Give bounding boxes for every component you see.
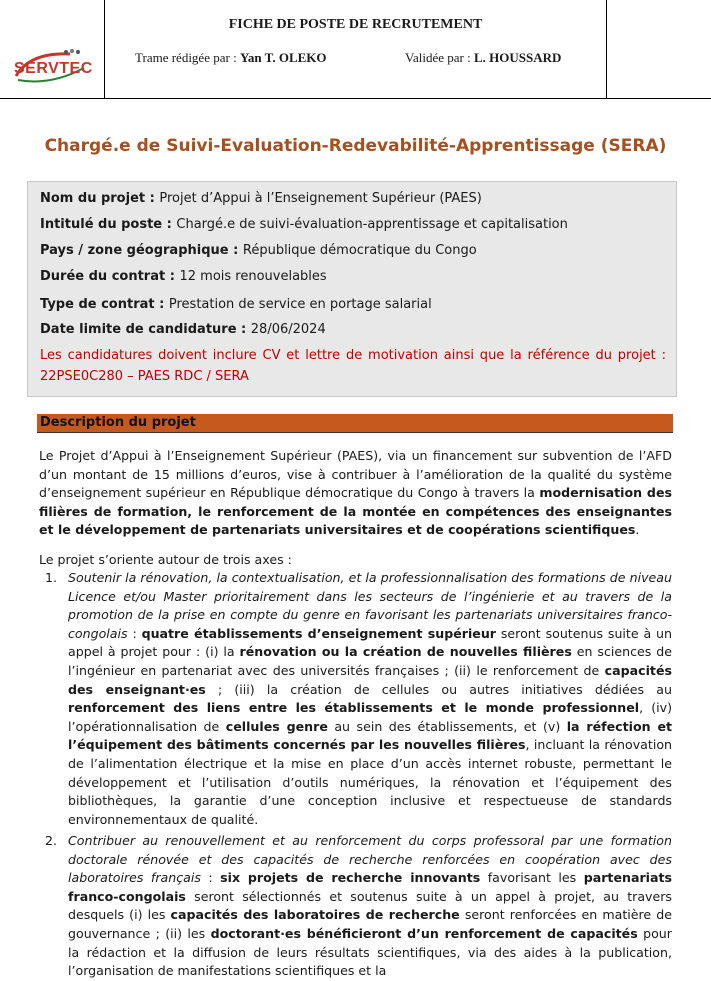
validator-name: L. HOUSSARD	[473, 50, 562, 65]
project-description: Le Projet d’Appui à l’Enseignement Supérieur (PAES), via un financement sur subvention de l’AFD d’un montant de 15 millions d’euros, vise à contribuer à l’amélioration de la qualité du système d’enseignement supérieur en République démocratique du Congo à travers la modernisation des filières de formation, le renforcement de la montée en compétences des enseignantes et le développement de partenariats universitaires et de coopérations scientifiques.	[39, 448, 672, 538]
info-project-name: Nom du projet : Projet d’Appui à l’Enseignement Supérieur (PAES)	[40, 191, 482, 206]
project-reference: 22PSE0C280 – PAES RDC / SERA	[40, 369, 249, 384]
axis-1-text: Soutenir la rénovation, la contextualisation, et la professionnalisation des formations de niveau Licence et/ou Master prioritairement dans les secteurs de l’ingénierie et au travers de la promotion de la prise en compte du genre en favorisant les partenariats universitaires franco-congolais : quatre établissements d’enseignement supérieur seront soutenus suite à un appel à projet pour : (i) la rénovation ou la création de nouvelles filières en sciences de l’ingénieur en partenariat avec des universités françaises ; (ii) le renforcement de capacités des enseignant·es ; (iii) la création de cellules ou autres initiatives dédiées au renforcement des liens entre les établissements et le monde professionnel, (iv) l’opérationnalisation de cellules genre au sein des établissements, et (v) la réfection et l’équipement des bâtiments concernés par les nouvelles filières, incluant la rénovation de l’alimentation électrique et la mise en place d’un accès internet robuste, permettant le développement et l’utilisation d’outils numériques, la rénovation et l’équipement des bibliothèques, la garantie d’une conception inclusive et respectueuse de standards environnementaux de qualité.	[68, 570, 673, 827]
info-country: Pays / zone géographique : République démocratique du Congo	[40, 243, 477, 258]
info-deadline: Date limite de candidature : 28/06/2024	[40, 322, 326, 337]
validated-by: Validée par : L. HOUSSARD	[405, 50, 562, 65]
axis-2-number: 2.	[45, 833, 58, 848]
servtec-logo	[10, 46, 93, 86]
header-middle-cell	[105, 0, 607, 99]
written-by: Trame rédigée par : Yan T. OLEKO	[135, 50, 327, 65]
header-table	[0, 0, 711, 100]
info-position-title: Intitulé du poste : Chargé.e de suivi-évaluation-apprentissage et capitalisation	[40, 217, 568, 232]
section-heading: Description du projet	[37, 414, 673, 433]
document-header-title: FICHE DE POSTE DE RECRUTEMENT	[228, 17, 483, 32]
axes-intro: Le projet s’oriente autour de trois axes :	[39, 552, 292, 567]
author-name: Yan T. OLEKO	[239, 50, 327, 65]
logo-text: SERVTEC	[14, 60, 93, 77]
info-contract-type: Type de contrat : Prestation de service en portage salarial	[40, 297, 432, 312]
header-right-cell	[607, 0, 711, 99]
logo-cell	[0, 0, 105, 99]
axis-1-number: 1.	[45, 570, 58, 585]
application-notice: Les candidatures doivent inclure CV et lettre de motivation ainsi que la référence du projet :	[40, 348, 666, 363]
axis-2-text: Contribuer au renouvellement et au renforcement du corps professoral par une formation doctorale rénovée et des capacités de recherche renforcées en coopération avec des laboratoires français : six projets de recherche innovants favorisant les partenariats franco-congolais seront sélectionnés et soutenus suite à un appel à projet, au travers desquels (i) les capacités des laboratoires de recherche seront renforcées en matière de gouvernance ; (ii) les doctorant·es bénéficieront d’un renforcement de capacités pour la rédaction et la diffusion de leurs résultats scientifiques, via des aides à la publication, l’organisation de manifestations scientifiques et la	[68, 833, 672, 979]
job-info-box	[27, 181, 677, 397]
job-title: Chargé.e de Suivi-Evaluation-Redevabilité-Apprentissage (SERA)	[44, 136, 667, 156]
info-duration: Durée du contrat : 12 mois renouvelables	[40, 269, 327, 284]
